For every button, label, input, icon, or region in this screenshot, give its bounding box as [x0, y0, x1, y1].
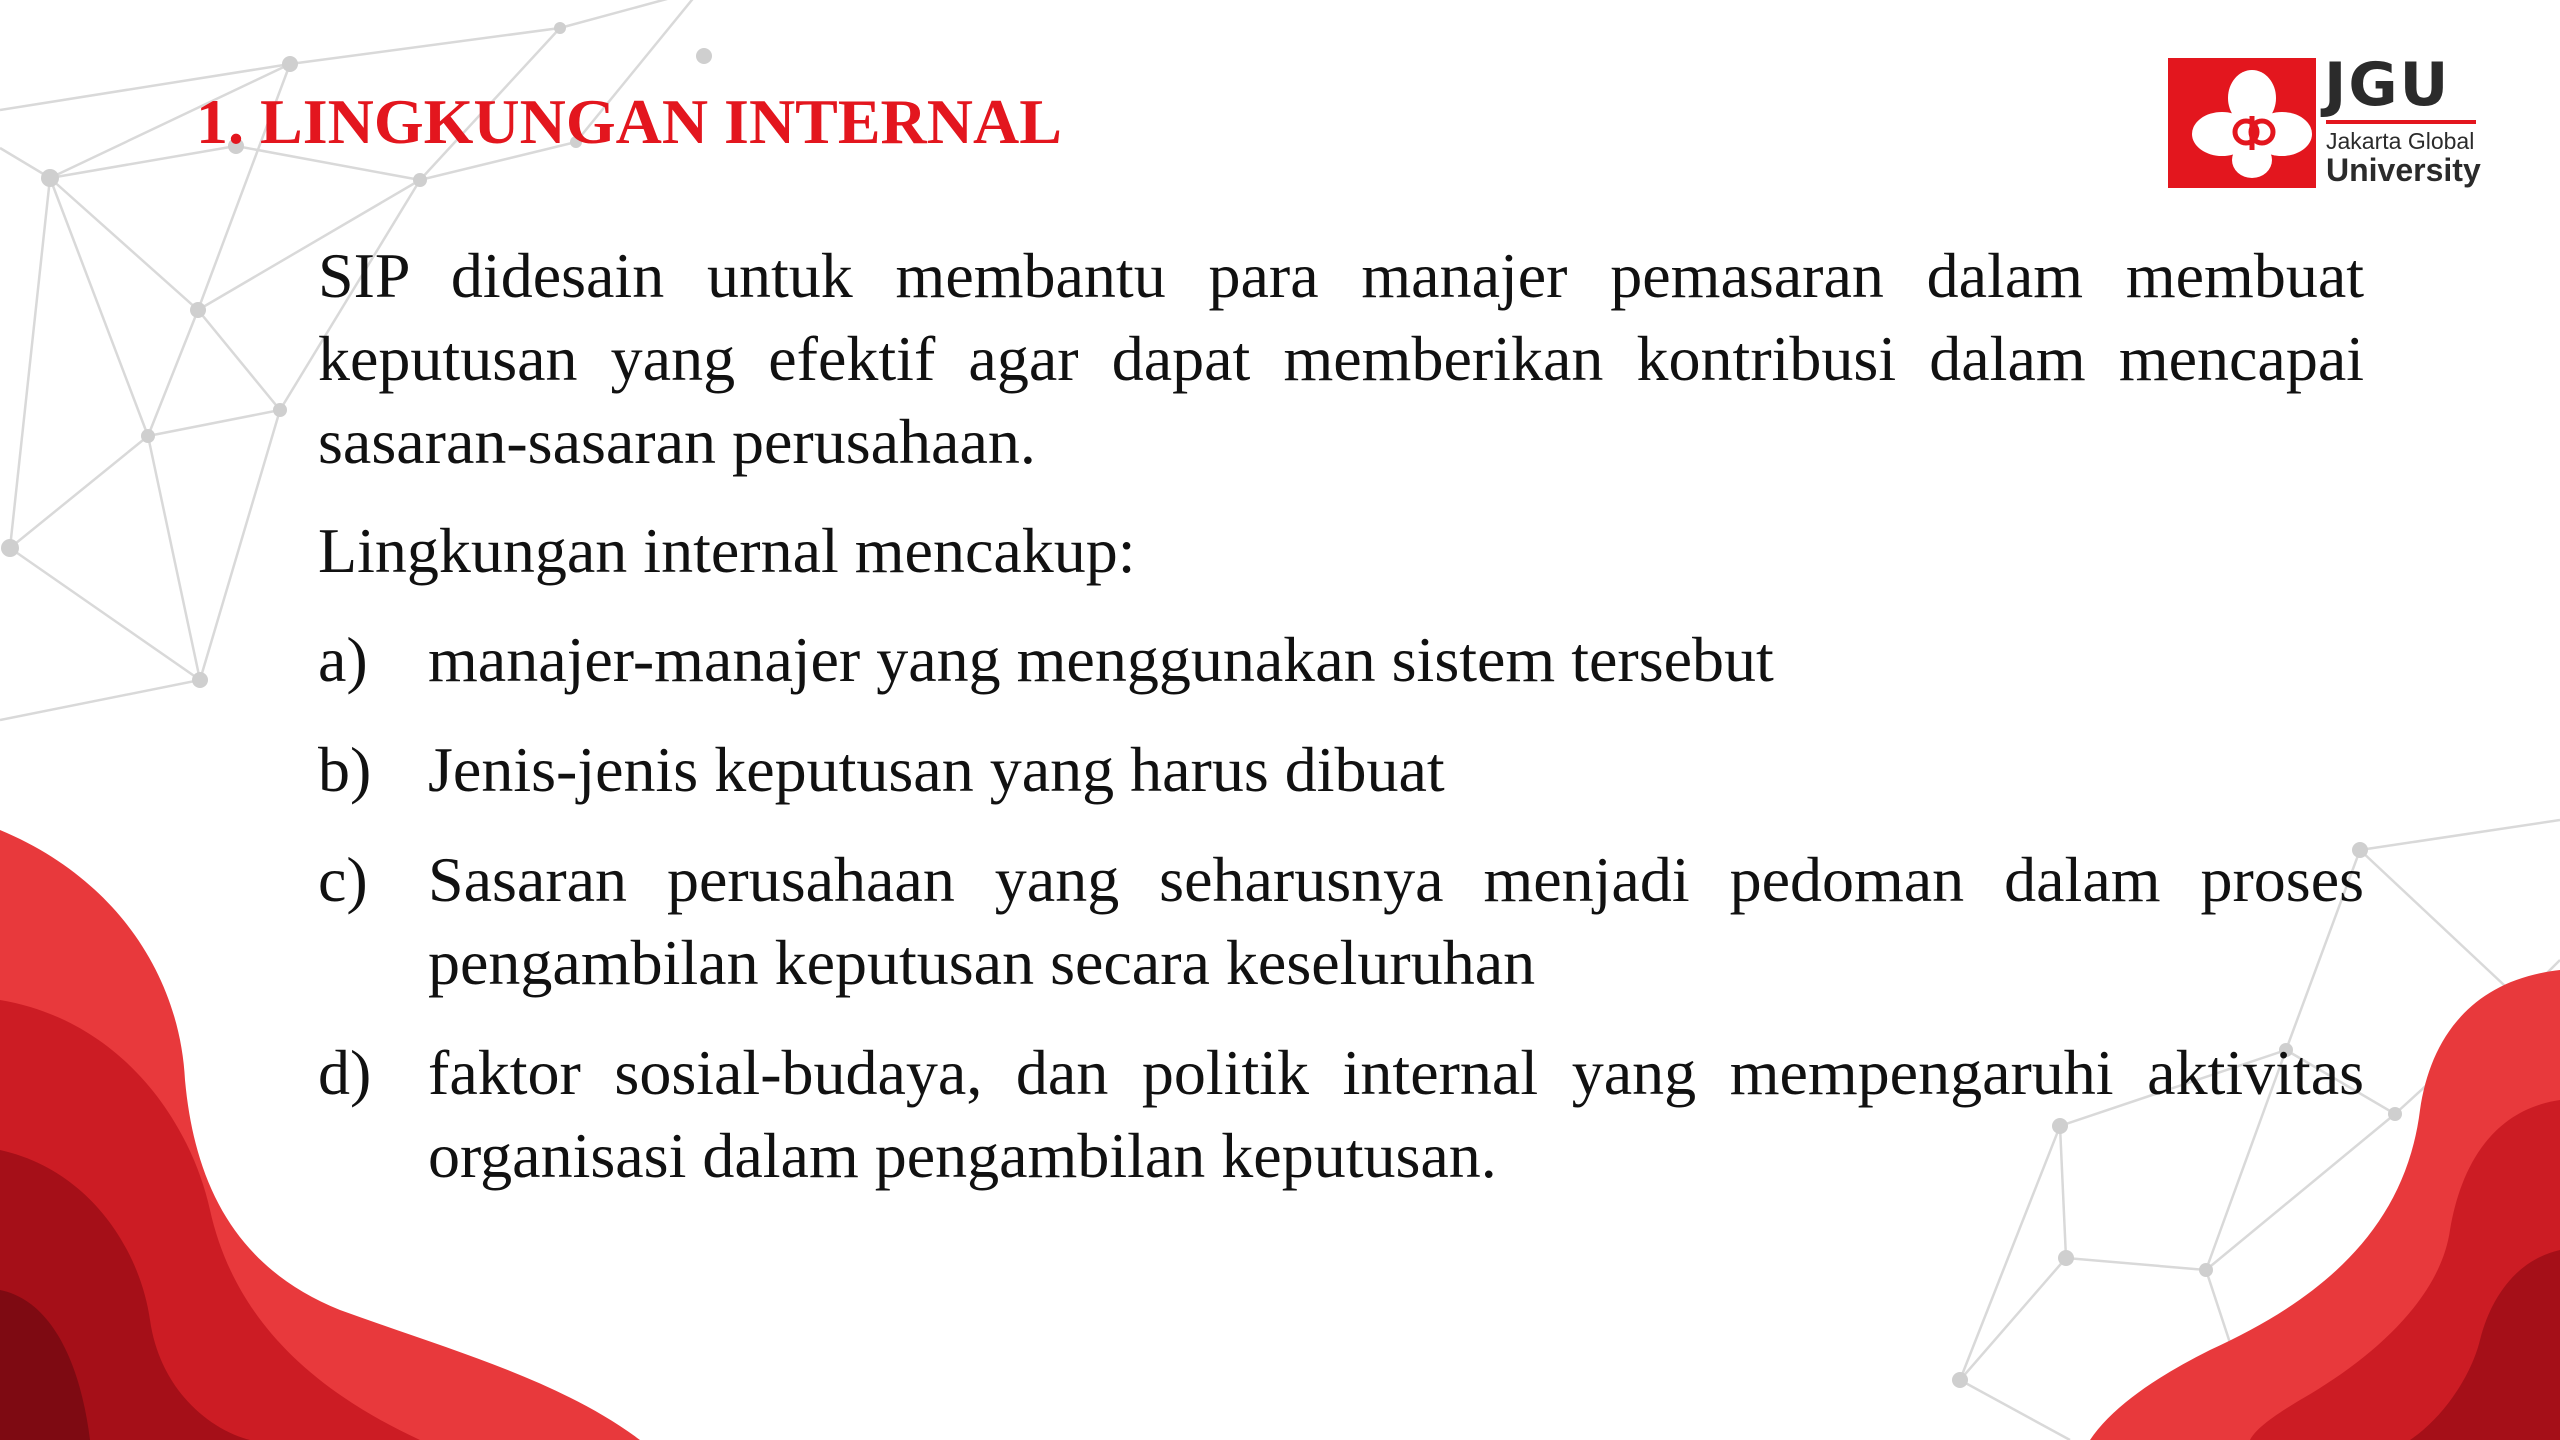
list-marker: d): [318, 1037, 372, 1108]
slide-title: 1. LINGKUNGAN INTERNAL: [196, 86, 1062, 157]
logo-divider: [2326, 120, 2476, 124]
intro-paragraph: SIP didesain untuk membantu para manajer pemasaran dalam membuat keputusan yang efektif agar dapat memberikan kontribusi dalam mencapai sasaran-sasaran perusahaan.: [318, 240, 2364, 477]
list-item-text: faktor sosial-budaya, dan politik internal yang mempengaruhi aktivitas organisasi dalam pengambilan keputusan.: [428, 1037, 2364, 1191]
logo-name-line-2: University: [2326, 152, 2481, 188]
list-marker: a): [318, 624, 368, 695]
orchid-emblem-icon: [2168, 58, 2316, 188]
list-item-text: Sasaran perusahaan yang seharusnya menjadi pedoman dalam proses pengambilan keputusan secara keseluruhan: [428, 844, 2364, 998]
list-item-text: Jenis-jenis keputusan yang harus dibuat: [428, 734, 1445, 805]
list-lead: Lingkungan internal mencakup:: [318, 515, 1136, 586]
list-marker: b): [318, 734, 372, 805]
list-item-text: manajer-manajer yang menggunakan sistem tersebut: [428, 624, 1774, 695]
jgu-logo: [2168, 50, 2481, 192]
list-item: [318, 838, 2364, 1004]
internal-environment-list: [318, 618, 2364, 1197]
list-marker: c): [318, 844, 368, 915]
logo-name-line-1: Jakarta Global: [2326, 128, 2475, 154]
slide-body: [318, 234, 2364, 1224]
logo-abbreviation: JGU: [2324, 50, 2451, 120]
list-item: [318, 728, 2364, 811]
list-item: [318, 1031, 2364, 1197]
list-item: [318, 618, 2364, 701]
